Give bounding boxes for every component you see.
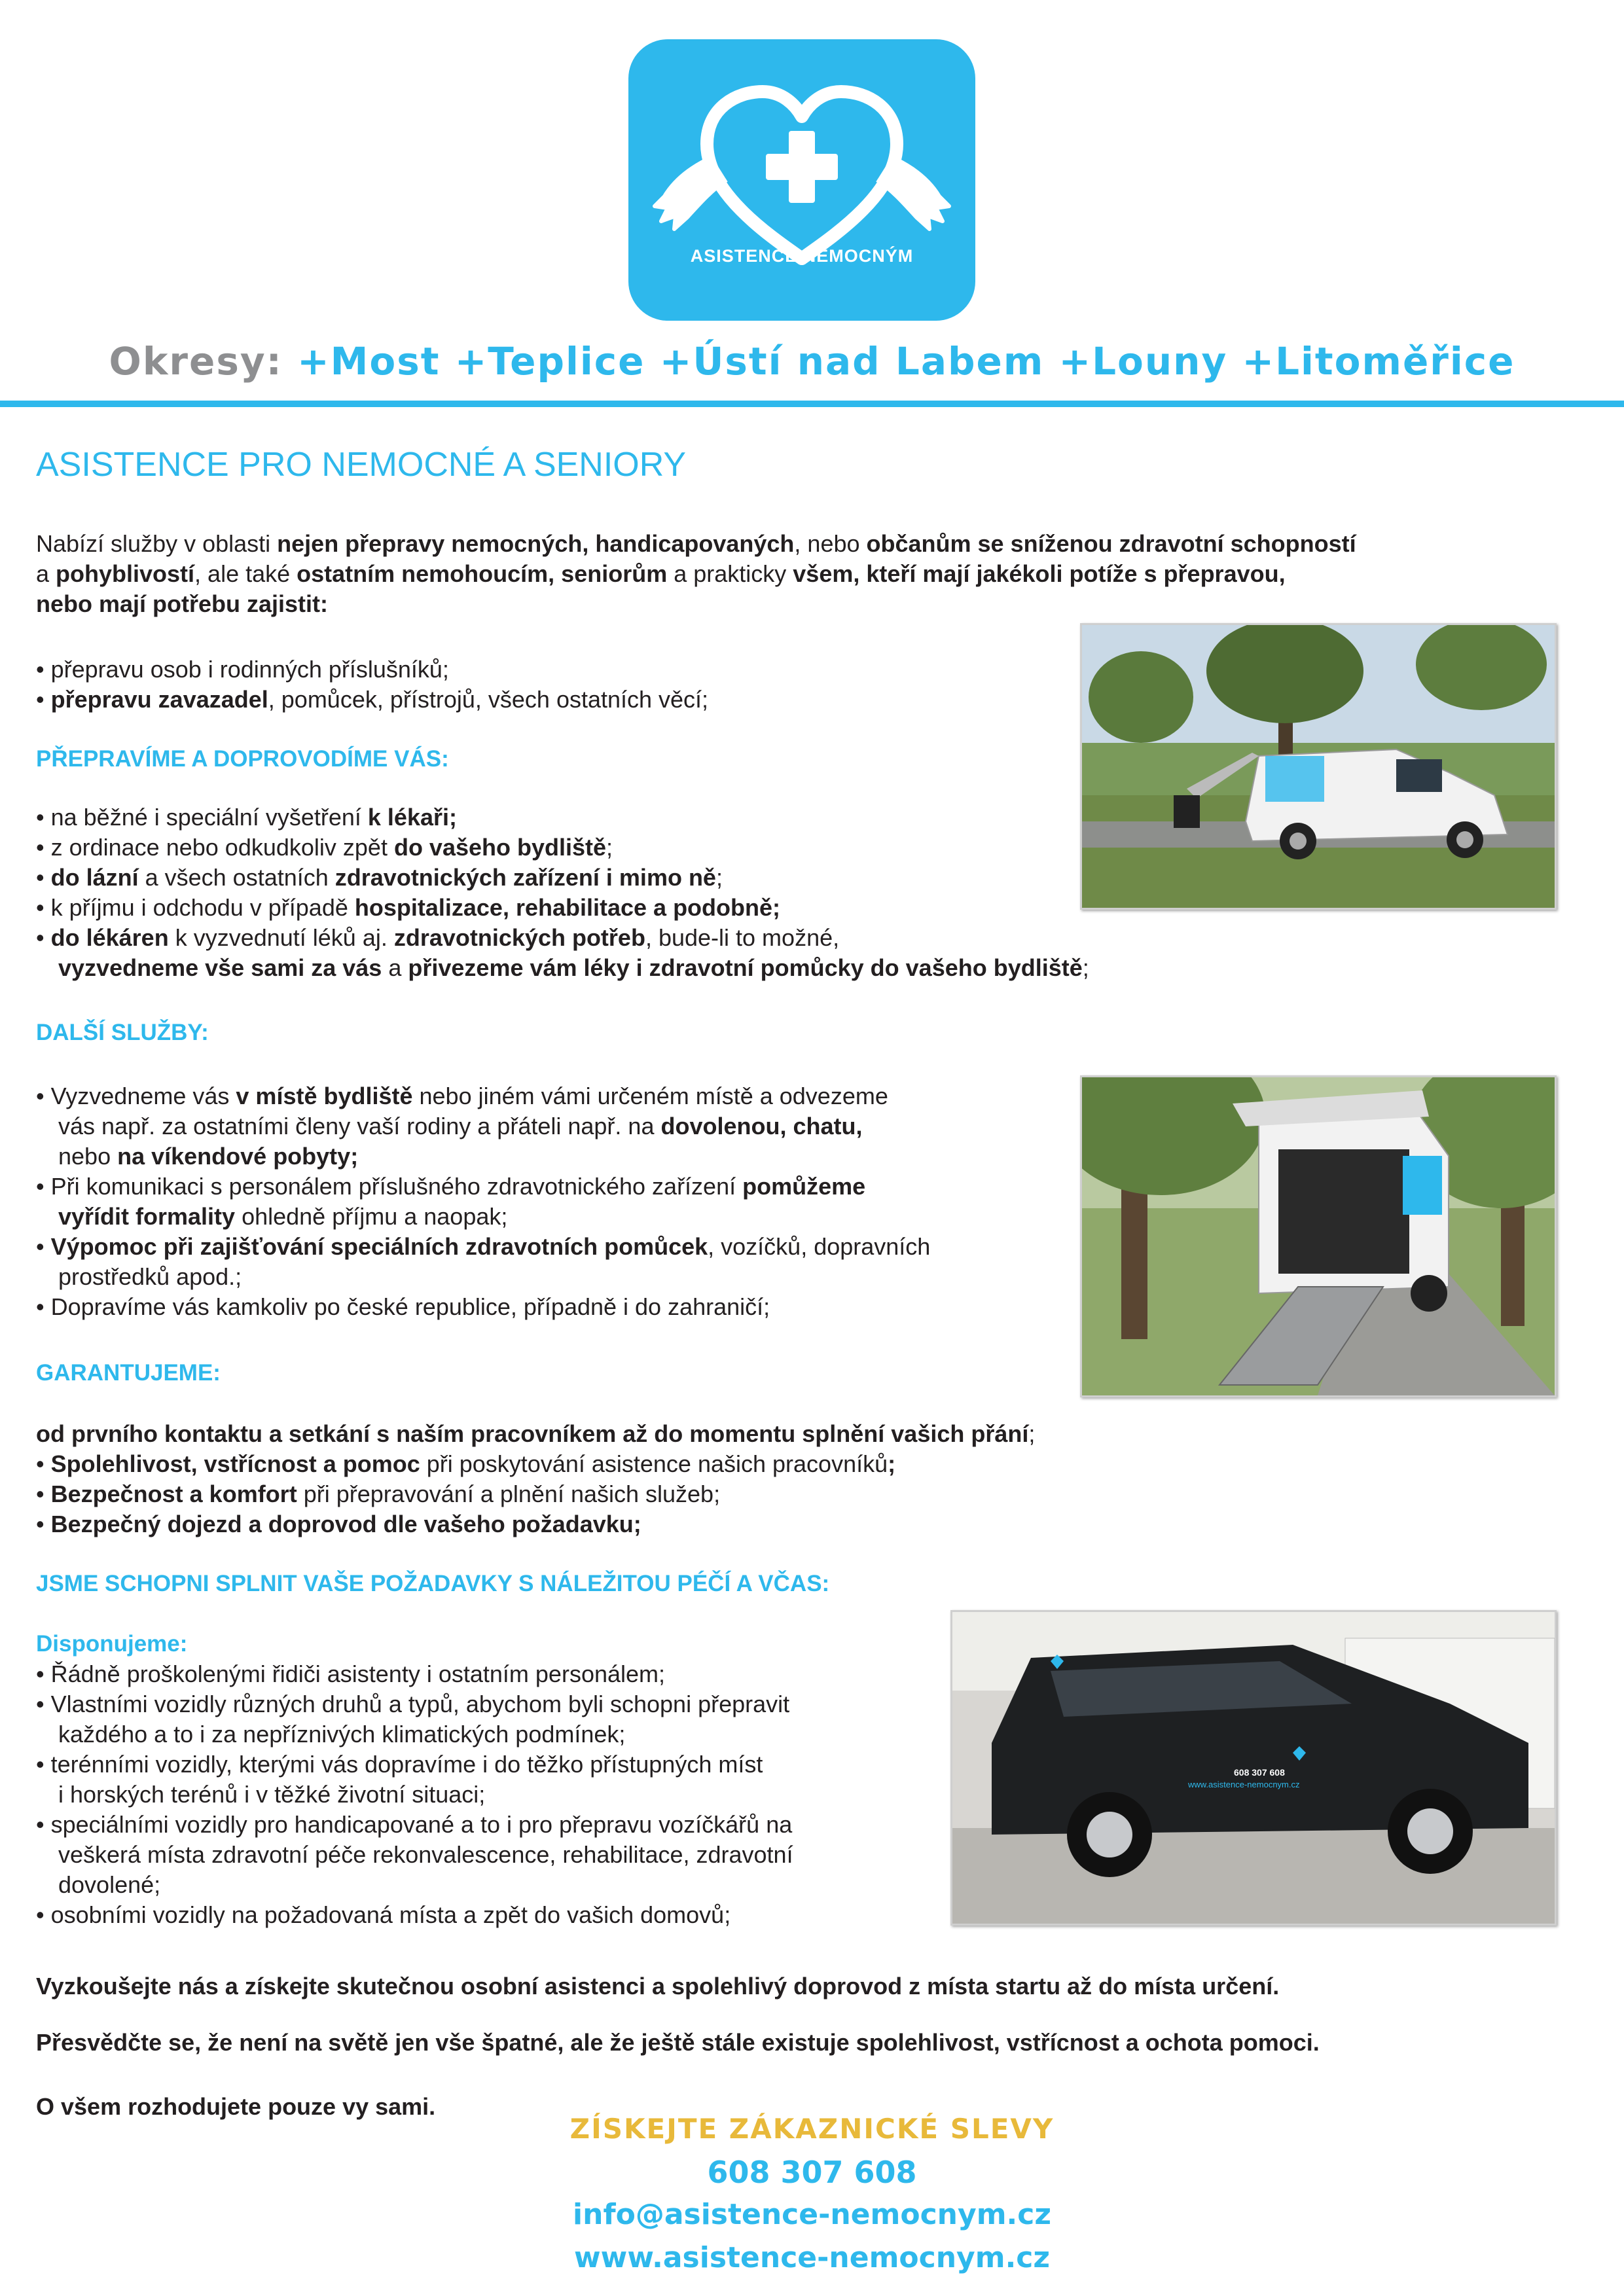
website-link[interactable]: www.asistence-nemocnym.cz (574, 2241, 1050, 2274)
section-heading-other-services: DALŠÍ SLUŽBY: (36, 1020, 209, 1045)
list-item: • Řádně proškolenými řidiči asistenty i ostatním personálem; (36, 1660, 666, 1687)
photo-van-with-ramp (1080, 623, 1557, 910)
list-item-continuation: dovolené; (58, 1871, 161, 1898)
subheading-we-have: Disponujeme: (36, 1631, 188, 1657)
logo (628, 39, 975, 321)
list-item: • přepravu osob i rodinných příslušníků; (36, 656, 449, 683)
vehicle-phone: 608 307 608 (1234, 1767, 1285, 1778)
phone-number[interactable]: 608 307 608 (707, 2155, 917, 2190)
discount-text: ZÍSKEJTE ZÁKAZNICKÉ SLEVY (569, 2113, 1055, 2145)
district-louny: Louny (1092, 339, 1228, 384)
district-teplice: Teplice (488, 339, 645, 384)
list-item: • speciálními vozidly pro handicapované a to i pro přepravu vozíčkářů na (36, 1811, 793, 1838)
closing-paragraph-3: O všem rozhodujete pouze vy sami. (36, 2093, 436, 2120)
list-item: • Při komunikaci s personálem příslušného zdravotnického zařízení pomůžeme (36, 1173, 866, 1200)
email-link[interactable]: info@asistence-nemocnym.cz (573, 2198, 1051, 2231)
logo-text: ASISTENCE NEMOCNÝM (690, 246, 914, 266)
list-item: • osobními vozidly na požadovaná místa a zpět do vašich domovů; (36, 1901, 731, 1928)
district-usti: Ústí nad Labem (693, 339, 1045, 384)
list-item: • Bezpečný dojezd a doprovod dle vašeho požadavku; (36, 1511, 641, 1537)
list-item: • Bezpečnost a komfort při přepravování a plnění našich služeb; (36, 1480, 721, 1507)
page-title: ASISTENCE PRO NEMOCNÉ A SENIORY (36, 446, 687, 484)
needs-list (36, 655, 708, 715)
section-heading-transport: PŘEPRAVÍME A DOPROVODÍME VÁS: (36, 746, 449, 772)
other-services-list (36, 1081, 930, 1322)
list-item-continuation: vyzvedneme vše sami za vás a přivezeme vám léky i zdravotní pomůcky do vašeho bydliště; (58, 954, 1089, 981)
list-item: • Vlastními vozidly různých druhů a typů, abychom byli schopni přepravit (36, 1691, 790, 1717)
medical-cross-icon (766, 131, 838, 203)
districts-line: Okresy: +Most +Teplice +Ústí nad Labem +Louny +Litoměřice (109, 339, 1515, 384)
list-item: • terénními vozidly, kterými vás dopravíme i do těžko přístupných míst (36, 1751, 763, 1778)
list-item: • Výpomoc při zajišťování speciálních zdravotních pomůcek, vozíčků, dopravních (36, 1233, 931, 1260)
guarantee-list (36, 1419, 1035, 1539)
closing-paragraph-2: Přesvědčte se, že není na světě jen vše špatné, ale že ještě stále existuje spolehlivost, vstřícnost a ochota pomoci. (36, 2029, 1320, 2056)
list-item-continuation: každého a to i za nepříznivých klimatických podmínek; (58, 1721, 626, 1748)
list-item: • Dopravíme vás kamkoliv po české republice, případně i do zahraničí; (36, 1293, 770, 1320)
transport-list (36, 802, 1089, 983)
list-item-continuation: prostředků apod.; (58, 1263, 242, 1290)
section-heading-capabilities: JSME SCHOPNI SPLNIT VAŠE POŽADAVKY S NÁLEŽITOU PÉČÍ A VČAS: (36, 1571, 830, 1596)
capabilities-list (36, 1659, 793, 1930)
list-item-continuation: nebo na víkendové pobyty; (58, 1143, 359, 1170)
photo-black-suv (950, 1610, 1557, 1926)
photo-van-rear-ramp (1080, 1075, 1557, 1397)
list-item: • z ordinace nebo odkudkoliv zpět do vašeho bydliště; (36, 834, 613, 861)
list-item: • přepravu zavazadel, pomůcek, přístrojů, všech ostatních věcí; (36, 686, 709, 713)
vehicle-web: www.asistence-nemocnym.cz (1188, 1780, 1300, 1789)
list-item-continuation: vás např. za ostatními členy vaší rodiny a přáteli např. na dovolenou, chatu, (58, 1113, 863, 1139)
district-most: Most (330, 339, 441, 384)
list-item-continuation: veškerá místa zdravotní péče rekonvalescence, rehabilitace, zdravotní (58, 1841, 793, 1868)
guarantee-lead: od prvního kontaktu a setkání s naším pracovníkem až do momentu splnění vašich přání; (36, 1420, 1036, 1447)
list-item: • na běžné i speciální vyšetření k lékaři; (36, 804, 457, 831)
intro-paragraph: Nabízí služby v oblasti nejen přepravy nemocných, handicapovaných, nebo občanům se sníženou zdravotní schopností a pohyblivostí, ale také ostatním nemohoucím, seniorům a prakticky všem, kteří mají jakékoli potíže s přepravou, nebo mají potřebu zajistit: (36, 530, 1356, 617)
heart-hands-logo-icon (628, 39, 975, 321)
header-divider (0, 401, 1624, 407)
district-litomerice: Litoměřice (1275, 339, 1515, 384)
section-heading-guarantee: GARANTUJEME: (36, 1360, 221, 1386)
list-item: • do lázní a všech ostatních zdravotnických zařízení i mimo ně; (36, 864, 723, 891)
list-item-continuation: i horských terénů i v těžké životní situaci; (58, 1781, 486, 1808)
list-item: • Vyzvedneme vás v místě bydliště nebo jiném vámi určeném místě a odvezeme (36, 1083, 888, 1109)
list-item: • Spolehlivost, vstřícnost a pomoc při poskytování asistence našich pracovníků; (36, 1450, 896, 1477)
districts-label: Okresy: (109, 339, 283, 384)
list-item: • do lékáren k vyzvednutí léků aj. zdravotnických potřeb, bude-li to možné, (36, 924, 840, 951)
list-item: • k příjmu i odchodu v případě hospitalizace, rehabilitace a podobně; (36, 894, 781, 921)
closing-paragraph-1: Vyzkoušejte nás a získejte skutečnou osobní asistenci a spolehlivý doprovod z místa startu až do místa určení. (36, 1973, 1280, 2000)
list-item-continuation: vyřídit formality ohledně příjmu a naopak; (58, 1203, 508, 1230)
